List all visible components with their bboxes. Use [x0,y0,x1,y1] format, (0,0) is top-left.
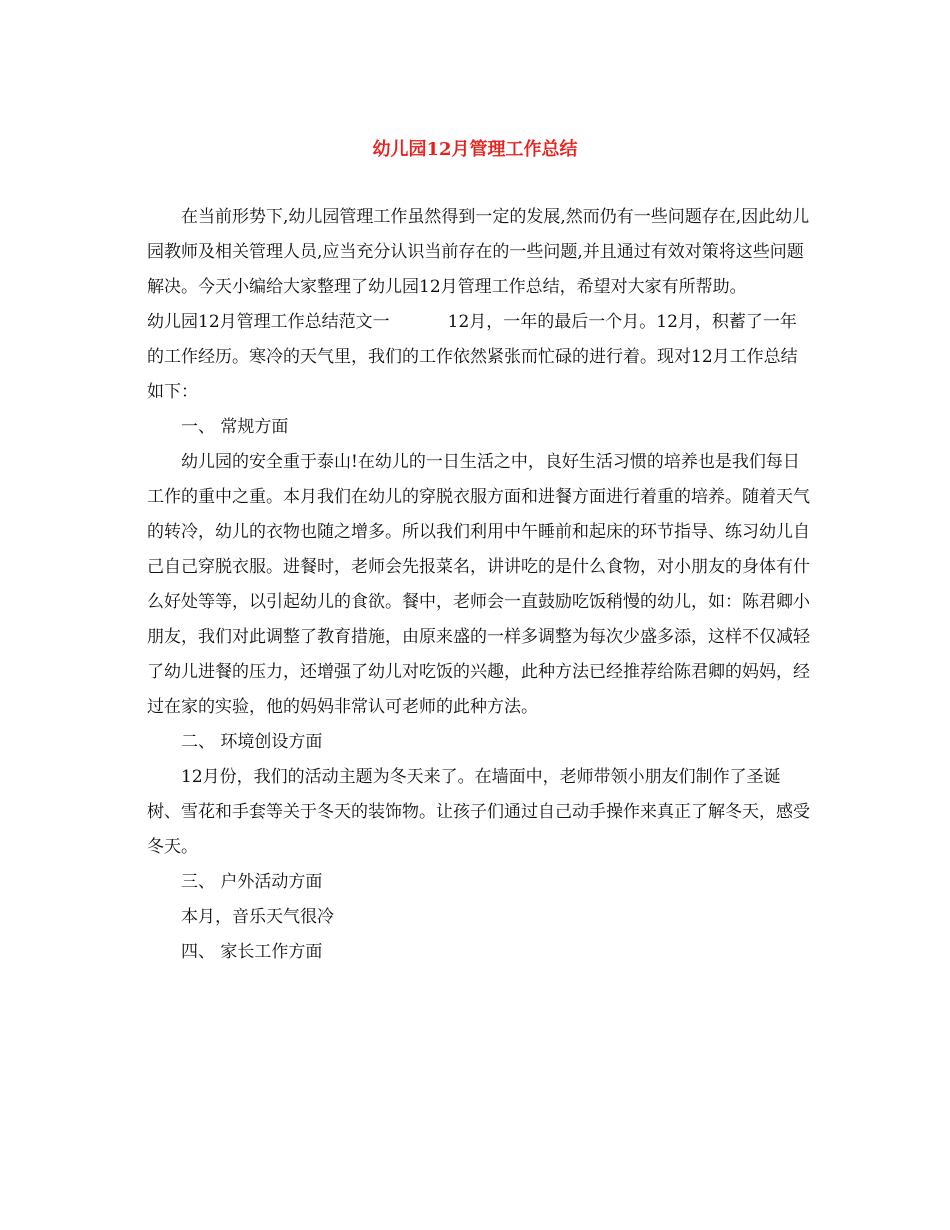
section-heading: 一、 常规方面 [181,417,289,437]
sample-text: 12月，一年的最后一个月。12月，积蓄了一年的工作经历。寒冷的天气里，我们的工作依然紧张而忙碌的进行着。现对12月工作总结如下： [147,312,798,402]
section-paragraph: 12月份，我们的活动主题为冬天来了。在墙面中，老师带领小朋友们制作了圣诞树、雪花和手套等关于冬天的装饰物。让孩子们通过自己动手操作来真正了解冬天，感受冬天。 [147,767,810,857]
sample-paragraph [147,305,812,410]
section-heading: 三、 户外活动方面 [181,872,323,892]
intro-paragraph: 在当前形势下,幼儿园管理工作虽然得到一定的发展,然而仍有一些问题存在,因此幼儿园教师及相关管理人员,应当充分认识当前存在的一些问题,并且通过有效对策将这些问题解决。今天小编给大家整理了幼儿园12月管理工作总结，希望对大家有所帮助。 [147,207,810,297]
section-paragraph: 本月，音乐天气很冷 [181,907,334,927]
section-heading: 四、 家长工作方面 [181,942,323,962]
document-title: 幼儿园12月管理工作总结 [372,139,578,160]
section-paragraph: 幼儿园的安全重于泰山!在幼儿的一日生活之中，良好生活习惯的培养也是我们每日工作的重中之重。本月我们在幼儿的穿脱衣服方面和进餐方面进行着重的培养。随着天气的转冷，幼儿的衣物也随之增多。所以我们利用中午睡前和起床的环节指导、练习幼儿自己自己穿脱衣服。进餐时，老师会先报菜名，讲讲吃的是什么食物，对小朋友的身体有什么好处等等，以引起幼儿的食欲。餐中，老师会一直鼓励吃饭稍慢的幼儿，如：陈君卿小朋友，我们对此调整了教育措施，由原来盛的一样多调整为每次少盛多添，这样不仅减轻了幼儿进餐的压力，还增强了幼儿对吃饭的兴趣，此种方法已经推荐给陈君卿的妈妈，经过在家的实验，他的妈妈非常认可老师的此种方法。 [147,452,810,717]
sample-label: 幼儿园12月管理工作总结范文一 [147,312,390,332]
section-heading: 二、 环境创设方面 [181,732,323,752]
document-body [147,200,812,970]
